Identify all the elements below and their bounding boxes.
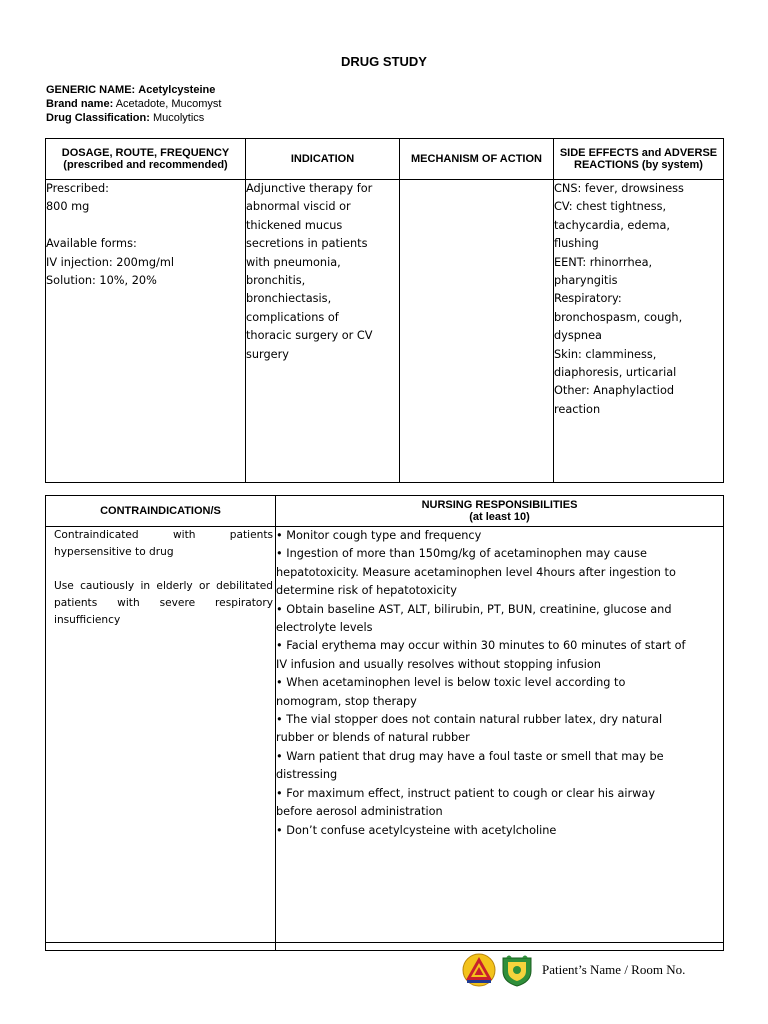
indication-line: thoracic surgery or CV [246,329,373,343]
contraindication-item: Contraindicated with patients hypersensitive to drug [54,529,273,558]
dosage-line: 800 mg [46,200,90,214]
side-effects-cell [554,180,724,483]
side-effect-line: CNS: fever, drowsiness [554,182,684,195]
dosage-header: DOSAGE, ROUTE, FREQUENCY (prescribed and recommended) [46,139,246,180]
generic-name-row [46,83,221,97]
dosage-line: Available forms: [46,237,137,251]
contraindication-item: Use cautiously in elderly or debilitated patients with severe respiratory insufficiency [54,580,273,626]
side-effect-line: EENT: rhinorrhea, [554,255,653,269]
nursing-line: distressing [276,768,338,782]
indication-line: bronchiectasis, [246,292,332,306]
drug-info [46,83,221,125]
indication-line: thickened mucus [246,218,343,232]
side-effect-line: Other: Anaphylactiod [554,384,675,398]
nursing-line: before aerosol administration [276,805,443,819]
brand-name-value: Acetadote, Mucomyst [115,98,222,110]
contraindication-spacer [54,561,273,578]
nursing-responsibilities-header [276,496,724,527]
side-effect-line: Respiratory: [554,292,622,306]
side-effect-line: Skin: clamminess, [554,347,657,361]
classification-label: Drug Classification: [46,112,150,124]
nursing-line: • Obtain baseline AST, ALT, bilirubin, PT, BUN, creatinine, glucose and [276,602,672,616]
contraindications-header: CONTRAINDICATION/S [46,496,276,527]
indication-cell [246,180,400,483]
indication-line: abnormal viscid or [246,200,351,214]
brand-name-row [46,97,221,111]
nursing-line: • When acetaminophen level is below toxic level according to [276,676,626,690]
classification-value: Mucolytics [152,112,205,124]
drug-details-table [45,138,724,483]
nursing-line: determine risk of hepatotoxicity [276,584,457,598]
dosage-line: IV injection: 200mg/ml [46,255,174,269]
indication-line: complications of [246,310,339,324]
document-title: DRUG STUDY [341,54,427,69]
generic-name-label: GENERIC NAME: [46,84,136,96]
nursing-line: • Warn patient that drug may have a foul taste or smell that may be [276,749,664,763]
nursing-line: • Don’t confuse acetylcysteine with acetylcholine [276,823,557,837]
side-effect-line: reaction [554,402,601,416]
nursing-line: • Facial erythema may occur within 30 minutes to 60 minutes of start of [276,639,686,653]
drug-details-body-row [46,180,724,483]
indication-line: with pneumonia, [246,255,341,269]
contraindications-cell [46,527,276,943]
side-effects-header: SIDE EFFECTS and ADVERSE REACTIONS (by system) [554,139,724,180]
contraindications-footer-cell [46,943,276,951]
dosage-cell [46,180,246,483]
classification-row [46,111,221,125]
patient-name-room-label: Patient’s Name / Room No. [542,962,686,977]
nursing-line: electrolyte levels [276,621,373,635]
nursing-line: • For maximum effect, instruct patient to cough or clear his airway [276,786,656,800]
indication-line: Adjunctive therapy for [246,182,373,195]
nursing-line: nomogram, stop therapy [276,694,417,708]
side-effect-line: diaphoresis, urticarial [554,366,677,380]
nursing-line: • Monitor cough type and frequency [276,529,482,542]
indication-header: INDICATION [246,139,400,180]
mechanism-cell [400,180,554,483]
nursing-header-subtitle: (at least 10) [469,511,530,523]
nursing-footer-cell [276,943,724,951]
indication-line: secretions in patients [246,237,368,251]
nursing-body-row [46,527,724,943]
mechanism-header: MECHANISM OF ACTION [400,139,554,180]
drug-details-header-row [46,139,724,180]
triangle-seal-logo [462,953,496,987]
side-effect-line: CV: chest tightness, [554,200,667,214]
side-effect-line: dyspnea [554,329,602,343]
dosage-line: Solution: 10%, 20% [46,274,157,288]
side-effect-line: tachycardia, edema, [554,218,670,232]
nursing-line: hepatotoxicity. Measure acetaminophen level 4hours after ingestion to [276,565,676,579]
nursing-line: rubber or blends of natural rubber [276,731,470,745]
dosage-spacer [46,217,245,235]
nursing-line: IV infusion and usually resolves without stopping infusion [276,657,601,671]
nursing-line: • The vial stopper does not contain natural rubber latex, dry natural [276,713,663,727]
dosage-line: Prescribed: [46,182,109,195]
generic-name-value: Acetylcysteine [138,84,216,96]
nursing-footer-row [46,943,724,951]
side-effect-line: pharyngitis [554,274,618,288]
nursing-table [45,495,724,951]
side-effect-line: flushing [554,237,599,251]
indication-line: surgery [246,347,289,361]
brand-name-label: Brand name: [46,98,114,110]
nursing-responsibilities-cell [276,527,724,943]
indication-line: bronchitis, [246,274,306,288]
nursing-header-title: NURSING RESPONSIBILITIES [421,498,578,511]
page-footer [462,953,685,987]
nursing-line: • Ingestion of more than 150mg/kg of acetaminophen may cause [276,547,647,561]
school-crest-logo [500,953,534,987]
nursing-header-row [46,496,724,527]
side-effect-line: bronchospasm, cough, [554,310,683,324]
